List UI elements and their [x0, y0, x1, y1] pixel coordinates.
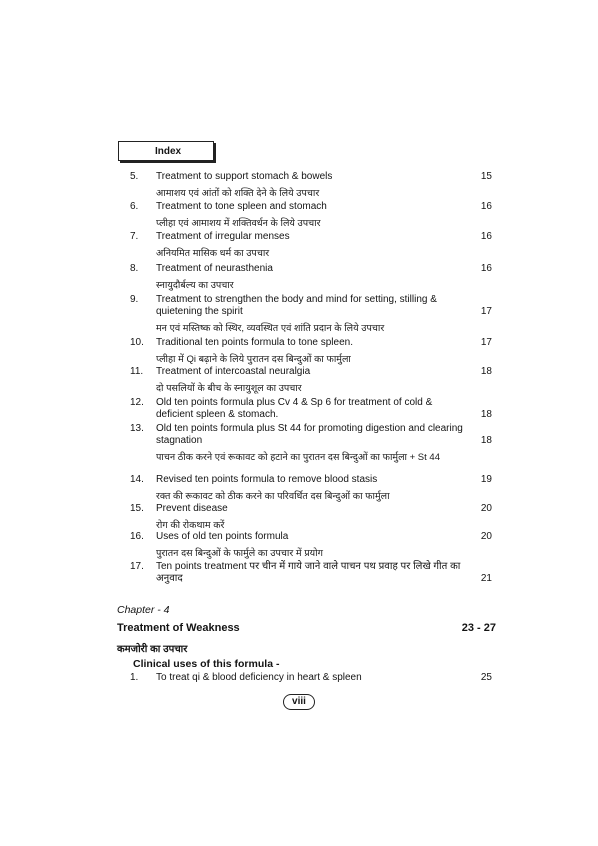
entry-title-hindi: रक्त की रूकावट को ठीक करने का परिवर्धित दस बिन्दुओं का फार्मुला — [156, 491, 390, 502]
entry-page: 18 — [480, 366, 492, 377]
index-entry — [0, 201, 598, 230]
index-entry — [0, 263, 598, 292]
entry-title: Prevent disease — [156, 503, 228, 514]
entry-page: 16 — [480, 263, 492, 274]
clinical-item-page: 25 — [480, 672, 492, 683]
entry-title-hindi: प्लीहा में Qi बढ़ाने के लिये पुरातन दस बिन्दुओं का फार्मुला — [156, 354, 351, 365]
entry-title: Revised ten points formula to remove blood stasis — [156, 474, 378, 485]
entry-title: Old ten points formula plus Cv 4 & Sp 6 for treatment of cold & deficient spleen & stomach. — [156, 397, 433, 420]
entry-page: 17 — [480, 306, 492, 317]
entry-number: 14. — [130, 474, 144, 485]
entry-title-hindi: अनियमित मासिक धर्म का उपचार — [156, 248, 270, 259]
entry-title: Treatment of intercoastal neuralgia — [156, 366, 311, 377]
chapter-title: Treatment of Weakness — [117, 622, 240, 634]
clinical-item-text: To treat qi & blood deficiency in heart & spleen — [156, 672, 362, 683]
index-entry — [0, 474, 598, 503]
entry-title-hindi: पाचन ठीक करने एवं रूकावट को हटाने का पुरातन दस बिन्दुओं का फार्मुला + St 44 — [156, 452, 440, 463]
entry-number: 13. — [130, 423, 144, 434]
index-entry — [0, 423, 598, 464]
entry-title-hindi: रोग की रोकथाम करें — [156, 520, 225, 531]
chapter-page-range: 23 - 27 — [461, 622, 496, 634]
entry-page: 17 — [480, 337, 492, 348]
entry-title: Old ten points formula plus St 44 for promoting digestion and clearing stagnation — [156, 423, 463, 446]
entry-title: Treatment to support stomach & bowels — [156, 171, 333, 182]
index-entry — [0, 503, 598, 532]
entry-number: 17. — [130, 561, 144, 572]
entry-title: Treatment to tone spleen and stomach — [156, 201, 327, 212]
entry-title: Uses of old ten points formula — [156, 531, 289, 542]
entry-number: 12. — [130, 397, 144, 408]
entry-number: 15. — [130, 503, 144, 514]
index-entry — [0, 561, 598, 585]
entry-number: 10. — [130, 337, 144, 348]
entry-title-hindi: आमाशय एवं आंतों को शक्ति देने के लिये उपचार — [156, 188, 320, 199]
index-entry — [0, 366, 598, 395]
entry-number: 9. — [130, 294, 139, 305]
entry-title-hindi: पुरातन दस बिन्दुओं के फार्मुले का उपचार में प्रयोग — [156, 548, 323, 559]
entry-page: 21 — [480, 573, 492, 584]
index-entry — [0, 531, 598, 560]
entry-number: 7. — [130, 231, 139, 242]
entry-page: 16 — [480, 201, 492, 212]
entry-number: 16. — [130, 531, 144, 542]
entry-number: 5. — [130, 171, 139, 182]
entry-title: Traditional ten points formula to tone spleen. — [156, 337, 353, 348]
page-number: viii — [292, 696, 306, 707]
index-header-box — [118, 141, 214, 161]
page-number-badge — [283, 694, 315, 710]
entry-title-hindi: दो पसलियों के बीच के स्नायुशूल का उपचार — [156, 383, 302, 394]
index-entry — [0, 171, 598, 200]
index-entry — [0, 294, 598, 335]
entry-title-hindi: प्लीहा एवं आमाशय में शक्तिवर्धन के लिये उपचार — [156, 218, 321, 229]
index-entry — [0, 397, 598, 421]
entry-title-hindi: मन एवं मस्तिष्क को स्थिर, व्यवस्थित एवं शांति प्रदान के लिये उपचार — [156, 323, 385, 334]
entry-title: Treatment of irregular menses — [156, 231, 290, 242]
entry-page: 19 — [480, 474, 492, 485]
entry-title: Treatment to strengthen the body and mind for setting, stilling & quietening the spirit — [156, 294, 437, 317]
entry-title: Treatment of neurasthenia — [156, 263, 273, 274]
clinical-item-number: 1. — [130, 672, 139, 683]
entry-page: 18 — [480, 435, 492, 446]
entry-page: 16 — [480, 231, 492, 242]
entry-page: 18 — [480, 409, 492, 420]
entry-title-hindi: स्नायुदौर्बल्य का उपचार — [156, 280, 234, 291]
index-entry — [0, 231, 598, 260]
entry-page: 20 — [480, 531, 492, 542]
chapter-title-hindi: कमजोरी का उपचार — [117, 644, 188, 655]
index-label: Index — [155, 146, 182, 157]
entry-title: Ten points treatment पर चीन में गाये जाने वाले पाचन पथ प्रवाह पर लिखे गीत का अनुवाद — [156, 561, 461, 584]
entry-page: 20 — [480, 503, 492, 514]
entry-number: 8. — [130, 263, 139, 274]
index-entry — [0, 337, 598, 366]
clinical-uses-heading: Clinical uses of this formula - — [133, 658, 280, 670]
entry-number: 11. — [130, 366, 144, 377]
entry-number: 6. — [130, 201, 139, 212]
entry-page: 15 — [480, 171, 492, 182]
chapter-label: Chapter - 4 — [117, 604, 170, 616]
